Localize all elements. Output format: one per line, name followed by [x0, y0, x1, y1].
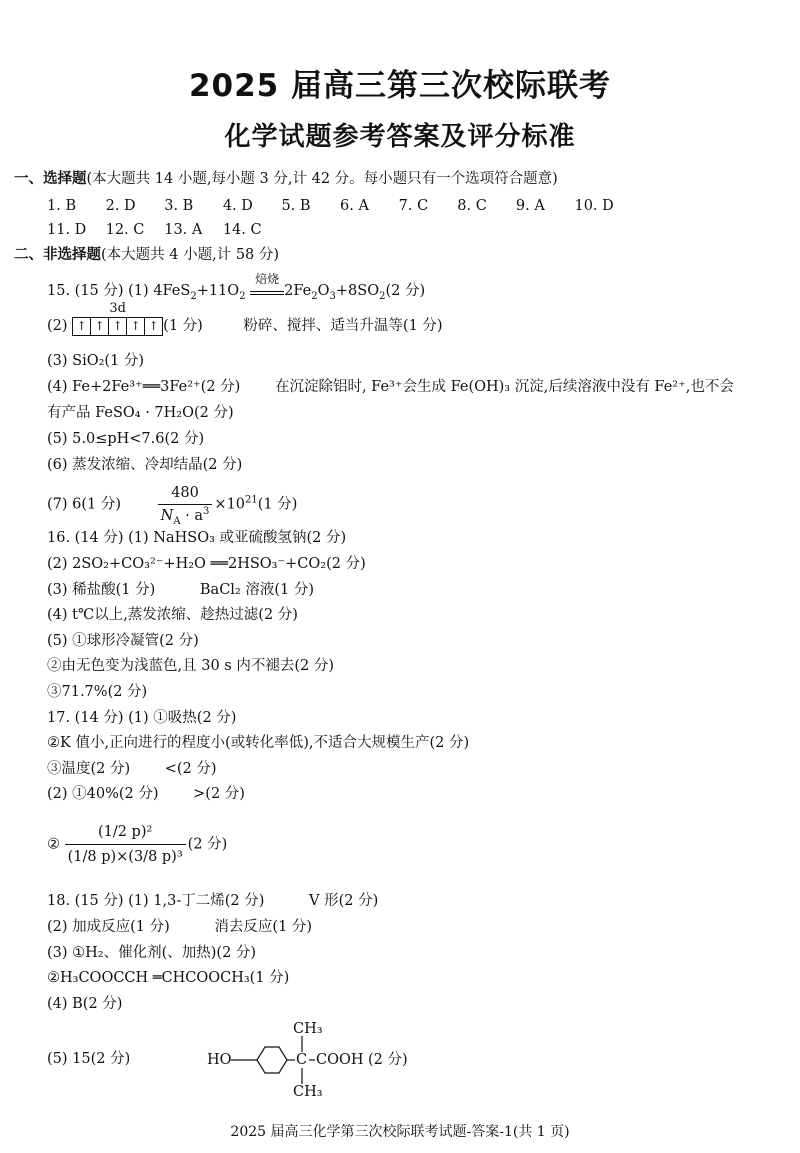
choice-answer: 7. C	[398, 198, 429, 214]
orbital-box: ↑	[90, 317, 108, 336]
orbital-diagram	[72, 301, 163, 336]
q15-line6: (6) 蒸发浓缩、冷却结晶(2 分)	[47, 457, 243, 473]
q18-line6-label: (5) 15(2 分)	[47, 1051, 131, 1067]
q15-text: (1 分)	[163, 318, 203, 334]
q15-line1: 15. (15 分) (1) $4FeS_2+11O_2$ 焙烧 $2Fe_2O_3+8SO_2(2$ 分)	[47, 281, 425, 301]
choice-answer: 14. C	[222, 222, 262, 238]
q17-text: <(2 分)	[164, 761, 217, 777]
q17-line5	[47, 820, 227, 869]
q15-text: (7) 6(1 分)	[47, 496, 122, 513]
q18-text: 消去反应(1 分)	[214, 919, 313, 935]
density-fraction	[158, 482, 213, 527]
q18-line4: ②H₃COOCCH ═CHCOOCH₃(1 分)	[47, 970, 290, 986]
choice-answer: 5. B	[281, 198, 311, 214]
q16-line7: ③71.7%(2 分)	[47, 684, 148, 700]
q15-text: ×10	[214, 496, 246, 513]
q18-line2	[47, 917, 312, 937]
q16-line1: 16. (14 分) (1) NaHSO₃ 或亚硫酸氢钠(2 分)	[47, 530, 347, 546]
choice-answer: 4. D	[222, 198, 253, 214]
carbon-label: C	[296, 1052, 308, 1068]
q16-line3	[47, 580, 314, 600]
q15-text: 21	[245, 494, 258, 506]
carboxyl-label: COOH	[316, 1052, 364, 1068]
choice-answer: 12. C	[105, 222, 145, 238]
fraction-denominator: $N_A \cdot a^3$	[160, 506, 210, 527]
choice-answer: 2. D	[105, 198, 136, 214]
q16-text: BaCl₂ 溶液(1 分)	[199, 582, 315, 598]
fraction-text: N	[160, 508, 174, 524]
q17-line1: 17. (14 分) (1) ①吸热(2 分)	[47, 710, 237, 726]
methyl-bottom-label: CH₃	[293, 1084, 323, 1100]
section1-header	[14, 169, 558, 189]
fraction-numerator: 480	[158, 482, 213, 505]
q18-text: (2) 加成反应(1 分)	[47, 919, 170, 935]
fraction-numerator: (1/2 p)²	[65, 820, 186, 845]
q17-text: ③温度(2 分)	[47, 761, 131, 777]
orbital-box: ↑	[72, 317, 90, 336]
q15-line2	[47, 301, 443, 336]
q15-text: 15. (15 分) (1) 4FeS	[47, 283, 191, 299]
orbital-box: ↑	[144, 317, 163, 336]
choice-answer: 6. A	[340, 198, 369, 214]
q17-text: (2) ①40%(2 分)	[47, 786, 159, 802]
fraction-text: · a	[180, 508, 204, 524]
q18-line6-score: (2 分)	[368, 1052, 408, 1068]
q15-text: 粉碎、搅拌、适当升温等(1 分)	[243, 318, 443, 334]
q15-line7	[47, 482, 297, 527]
page-subtitle: 化学试题参考答案及评分标准	[224, 122, 576, 152]
methyl-top-label: CH₃	[293, 1021, 323, 1037]
q16-line6: ②由无色变为浅蓝色,且 30 s 内不褪去(2 分)	[47, 658, 334, 674]
choice-answers-row2	[47, 220, 277, 240]
q15-text: +11O	[196, 283, 240, 299]
choice-answer: 8. C	[457, 198, 487, 214]
q15-text: (2)	[47, 318, 68, 334]
q15-text: 2Fe	[284, 283, 312, 299]
section2-heading: 二、非选择题	[14, 246, 101, 263]
q16-line2: (2) 2SO₂+CO₃²⁻+H₂O ══2HSO₃⁻+CO₂(2 分)	[47, 556, 366, 572]
reaction-arrow	[250, 272, 284, 295]
q15-text: O	[317, 283, 330, 299]
fraction-denominator: (1/8 p)×(3/8 p)³	[67, 849, 183, 865]
q15-text: +8SO	[335, 283, 380, 299]
q18-line5: (4) B(2 分)	[47, 996, 123, 1012]
q17-text: ②	[47, 836, 60, 853]
choice-answer: 3. B	[164, 198, 194, 214]
q17-text: >(2 分)	[193, 786, 245, 802]
orbital-label: 3d	[109, 301, 126, 316]
orbital-box: ↑	[126, 317, 144, 336]
choice-answers-row1	[47, 196, 628, 216]
q15-line4b: 有产品 FeSO₄ · 7H₂O(2 分)	[47, 405, 234, 421]
hydroxyl-label: HO	[207, 1052, 232, 1068]
q17-line3	[47, 759, 217, 779]
choice-answer: 9. A	[515, 198, 545, 214]
q18-line1	[47, 891, 378, 911]
q16-line4: (4) t℃以上,蒸发浓缩、趁热过滤(2 分)	[47, 607, 298, 623]
q17-line2: ②K 值小,正向进行的程度小(或转化率低),不适合大规模生产(2 分)	[47, 735, 470, 751]
q15-text: (2 分)	[385, 283, 426, 299]
q15-text: (1 分)	[257, 496, 298, 513]
fraction-text: A	[173, 515, 181, 527]
q18-text: V 形(2 分)	[309, 893, 379, 909]
q15-line5: (5) 5.0≤pH<7.6(2 分)	[47, 431, 205, 447]
q18-text: 18. (15 分) (1) 1,3-丁二烯(2 分)	[47, 893, 265, 909]
q16-line5: (5) ①球形冷凝管(2 分)	[47, 633, 199, 649]
choice-answer: 13. A	[164, 222, 203, 238]
q17-text: (2 分)	[187, 836, 228, 853]
q15-text: (4) Fe+2Fe³⁺══3Fe²⁺(2 分)	[47, 379, 241, 395]
section1-desc: (本大题共 14 小题,每小题 3 分,计 42 分。每小题只有一个选项符合题意)	[86, 171, 558, 187]
page-title: 2025 届高三第三次校际联考	[188, 68, 612, 104]
page-footer: 2025 届高三化学第三次校际联考试题-答案-1(共 1 页)	[230, 1124, 570, 1140]
section2-desc: (本大题共 4 小题,计 58 分)	[101, 247, 280, 263]
section1-heading: 一、选择题	[14, 170, 87, 187]
q15-line3: (3) SiO₂(1 分)	[47, 353, 145, 369]
reaction-condition: 焙烧	[255, 272, 280, 286]
q16-text: (3) 稀盐酸(1 分)	[47, 582, 156, 598]
q18-line3: (3) ①H₂、催化剂(、加热)(2 分)	[47, 945, 257, 961]
section2-header	[14, 245, 279, 265]
q17-line4	[47, 784, 245, 804]
choice-answer: 10. D	[574, 198, 614, 214]
orbital-box: ↑	[108, 317, 126, 336]
choice-answer: 11. D	[47, 222, 87, 238]
choice-answer: 1. B	[47, 198, 77, 214]
q15-line4	[47, 377, 734, 397]
kp-fraction	[65, 820, 186, 869]
q15-text: 在沉淀除铝时, Fe³⁺会生成 Fe(OH)₃ 沉淀,后续溶液中没有 Fe²⁺,也不会	[274, 379, 734, 395]
